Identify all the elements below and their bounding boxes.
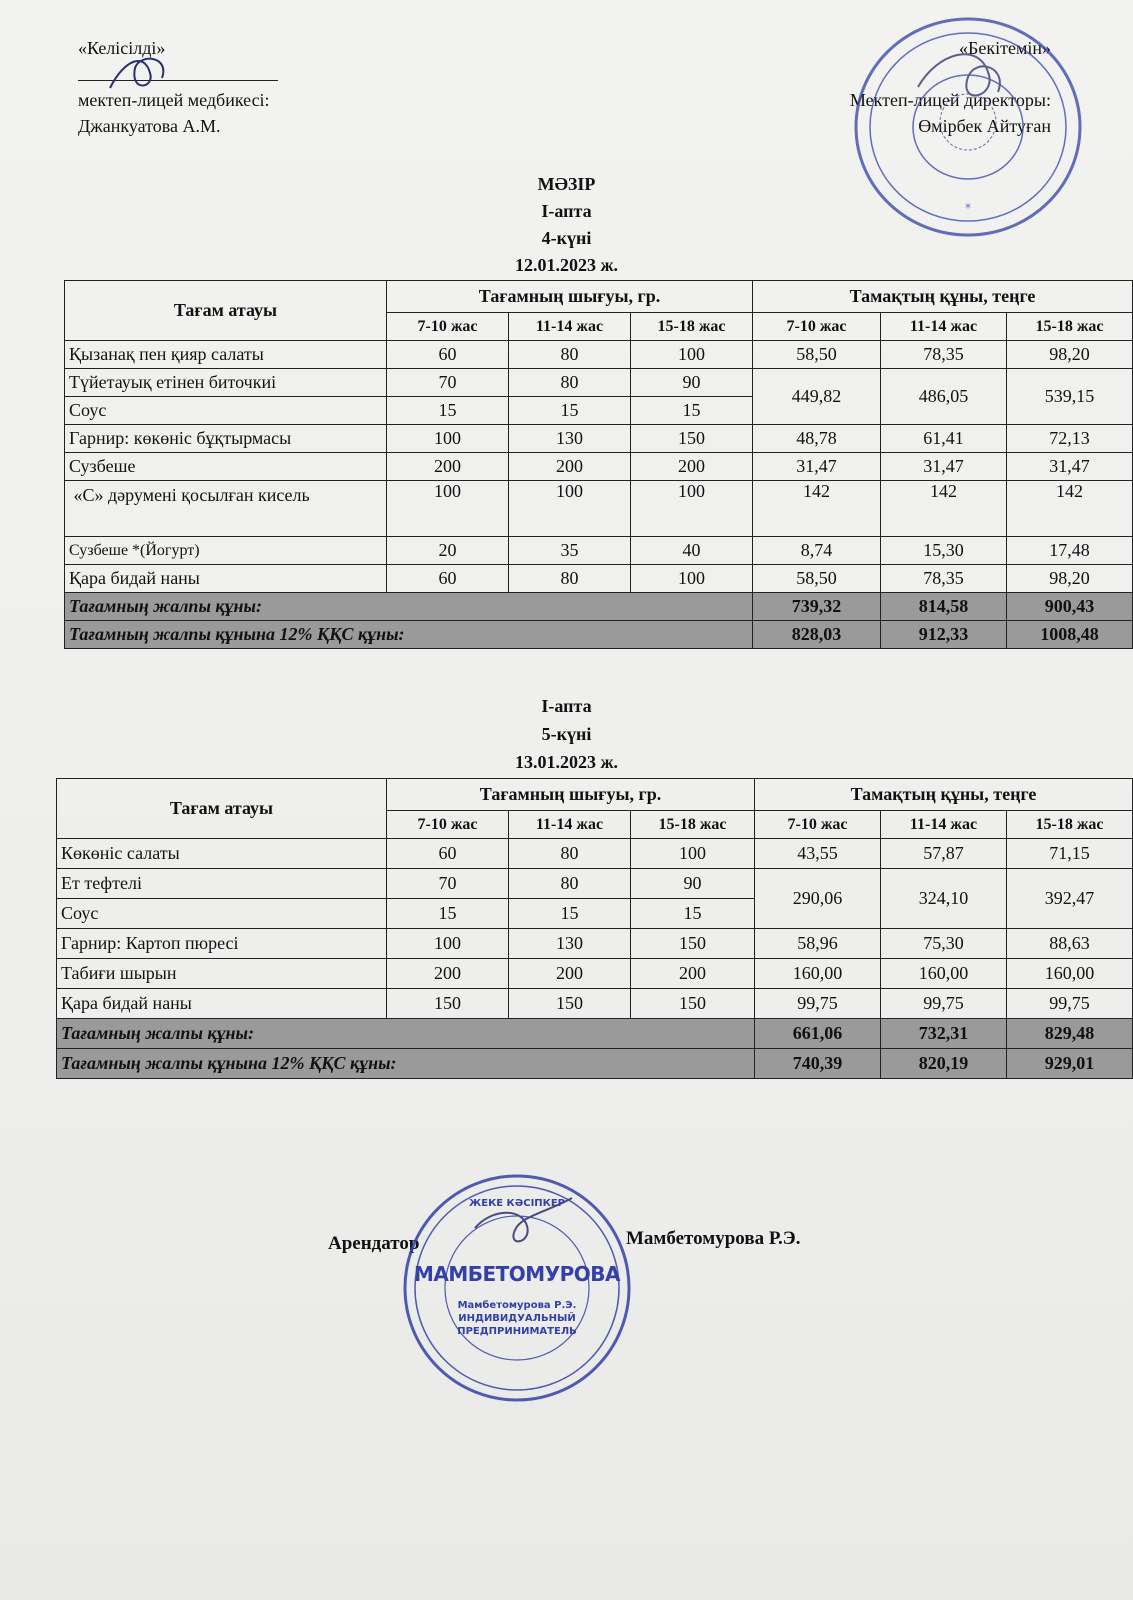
age-header: 15-18 жас bbox=[1007, 313, 1133, 341]
yield-cell: 15 bbox=[509, 397, 631, 425]
yield-cell: 100 bbox=[387, 929, 509, 959]
day5-date: 13.01.2023 ж. bbox=[514, 752, 619, 772]
dish-name: Гарнир: көкөніс бұқтырмасы bbox=[65, 425, 387, 453]
stamp-line1: Мамбетомурова Р.Э. bbox=[457, 1300, 577, 1311]
dish-name: Қара бидай наны bbox=[65, 565, 387, 593]
dish-name: Сузбеше bbox=[65, 453, 387, 481]
col-name-header: Тағам атауы bbox=[57, 779, 387, 839]
dish-name: Табиғи шырын bbox=[57, 959, 387, 989]
table-row bbox=[57, 839, 1133, 869]
day4-week: I-апта bbox=[541, 201, 592, 221]
day5-day: 5-күні bbox=[541, 724, 592, 744]
director-name: Өмірбек Айтуған bbox=[918, 116, 1051, 136]
cost-cell: 99,75 bbox=[1007, 989, 1133, 1019]
cost-cell: 31,47 bbox=[881, 453, 1007, 481]
cost-cell: 88,63 bbox=[1007, 929, 1133, 959]
yield-cell: 200 bbox=[631, 453, 753, 481]
vat-label: Тағамның жалпы құнына 12% ҚҚС құны: bbox=[65, 621, 753, 649]
dish-name: Соус bbox=[65, 397, 387, 425]
total-label: Тағамның жалпы құны: bbox=[57, 1019, 755, 1049]
dish-name: Көкөніс салаты bbox=[57, 839, 387, 869]
yield-cell: 80 bbox=[509, 869, 631, 899]
vat-row bbox=[57, 1049, 1133, 1079]
dish-name: Қара бидай наны bbox=[57, 989, 387, 1019]
cost-cell: 58,96 bbox=[755, 929, 881, 959]
yield-cell: 35 bbox=[509, 537, 631, 565]
yield-cell: 200 bbox=[387, 453, 509, 481]
lessee-role: Арендатор bbox=[328, 1233, 420, 1254]
cost-cell: 160,00 bbox=[881, 959, 1007, 989]
vat-row bbox=[65, 621, 1133, 649]
yield-cell: 150 bbox=[631, 929, 755, 959]
cost-cell: 142 bbox=[1007, 481, 1133, 537]
col-name-header: Тағам атауы bbox=[65, 281, 387, 341]
total-cell: 732,31 bbox=[881, 1019, 1007, 1049]
age-header: 7-10 жас bbox=[387, 313, 509, 341]
col-yield-header: Тағамның шығуы, гр. bbox=[387, 281, 753, 313]
cost-cell: 58,50 bbox=[753, 565, 881, 593]
cost-cell: 71,15 bbox=[1007, 839, 1133, 869]
age-header: 7-10 жас bbox=[755, 811, 881, 839]
age-header: 11-14 жас bbox=[881, 313, 1007, 341]
yield-cell: 150 bbox=[631, 989, 755, 1019]
dish-name: Ет тефтелі bbox=[57, 869, 387, 899]
cost-cell-merged: 486,05 bbox=[881, 369, 1007, 425]
age-header: 15-18 жас bbox=[631, 811, 755, 839]
cost-cell-merged: 449,82 bbox=[753, 369, 881, 425]
yield-cell: 70 bbox=[387, 869, 509, 899]
yield-cell: 15 bbox=[631, 899, 755, 929]
cost-cell: 99,75 bbox=[881, 989, 1007, 1019]
yield-cell: 80 bbox=[509, 565, 631, 593]
col-cost-header: Тамақтың құны, теңге bbox=[755, 779, 1133, 811]
vat-label: Тағамның жалпы құнына 12% ҚҚС құны: bbox=[57, 1049, 755, 1079]
yield-cell: 15 bbox=[387, 397, 509, 425]
cost-cell: 17,48 bbox=[1007, 537, 1133, 565]
table-row bbox=[65, 341, 1133, 369]
yield-cell: 150 bbox=[631, 425, 753, 453]
cost-cell: 75,30 bbox=[881, 929, 1007, 959]
nurse-name: Джанкуатова А.М. bbox=[78, 116, 221, 136]
stamp-line2: ИНДИВИДУАЛЬНЫЙ bbox=[458, 1313, 576, 1324]
vat-cell: 828,03 bbox=[753, 621, 881, 649]
day4-day: 4-күні bbox=[541, 228, 592, 248]
total-cell: 739,32 bbox=[753, 593, 881, 621]
age-header: 11-14 жас bbox=[509, 313, 631, 341]
yield-cell: 15 bbox=[387, 899, 509, 929]
table-row bbox=[65, 453, 1133, 481]
cost-cell: 78,35 bbox=[881, 565, 1007, 593]
cost-cell: 160,00 bbox=[755, 959, 881, 989]
cost-cell: 142 bbox=[881, 481, 1007, 537]
cost-cell: 72,13 bbox=[1007, 425, 1133, 453]
yield-cell: 90 bbox=[631, 869, 755, 899]
total-cell: 900,43 bbox=[1007, 593, 1133, 621]
confirm-label: «Бекітемін» bbox=[959, 38, 1051, 58]
yield-cell: 100 bbox=[387, 425, 509, 453]
age-header: 15-18 жас bbox=[631, 313, 753, 341]
nurse-position: мектеп-лицей медбикесі: bbox=[78, 90, 270, 110]
dish-name: Түйетауық етінен биточкиі bbox=[65, 369, 387, 397]
table-row bbox=[57, 929, 1133, 959]
yield-cell: 60 bbox=[387, 565, 509, 593]
cost-cell: 142 bbox=[753, 481, 881, 537]
yield-cell: 130 bbox=[509, 425, 631, 453]
age-header: 11-14 жас bbox=[881, 811, 1007, 839]
yield-cell: 40 bbox=[631, 537, 753, 565]
age-header: 7-10 жас bbox=[753, 313, 881, 341]
dish-name: Қызанақ пен қияр салаты bbox=[65, 341, 387, 369]
cost-cell: 43,55 bbox=[755, 839, 881, 869]
yield-cell: 200 bbox=[387, 959, 509, 989]
vat-cell: 1008,48 bbox=[1007, 621, 1133, 649]
vat-cell: 740,39 bbox=[755, 1049, 881, 1079]
stamp-top-text: ЖЕКЕ КӘСІПКЕР bbox=[469, 1198, 565, 1209]
total-cell: 829,48 bbox=[1007, 1019, 1133, 1049]
dish-name: Сузбеше *(Йогурт) bbox=[65, 537, 387, 565]
total-row bbox=[57, 1019, 1133, 1049]
cost-cell: 78,35 bbox=[881, 341, 1007, 369]
day5-week: I-апта bbox=[541, 696, 592, 716]
yield-cell: 60 bbox=[387, 839, 509, 869]
cost-cell: 31,47 bbox=[1007, 453, 1133, 481]
yield-cell: 70 bbox=[387, 369, 509, 397]
col-yield-header: Тағамның шығуы, гр. bbox=[387, 779, 755, 811]
menu-table-day4 bbox=[64, 280, 1133, 649]
yield-cell: 15 bbox=[509, 899, 631, 929]
cost-cell: 61,41 bbox=[881, 425, 1007, 453]
yield-cell: 100 bbox=[387, 481, 509, 537]
yield-cell: 100 bbox=[631, 565, 753, 593]
lessee-name: Мамбетомурова Р.Э. bbox=[626, 1228, 801, 1249]
cost-cell: 99,75 bbox=[755, 989, 881, 1019]
yield-cell: 200 bbox=[509, 453, 631, 481]
cost-cell: 98,20 bbox=[1007, 341, 1133, 369]
cost-cell: 48,78 bbox=[753, 425, 881, 453]
cost-cell: 8,74 bbox=[753, 537, 881, 565]
yield-cell: 80 bbox=[509, 369, 631, 397]
table-row bbox=[65, 425, 1133, 453]
cost-cell-merged: 290,06 bbox=[755, 869, 881, 929]
yield-cell: 130 bbox=[509, 929, 631, 959]
cost-cell-merged: 392,47 bbox=[1007, 869, 1133, 929]
yield-cell: 100 bbox=[509, 481, 631, 537]
total-label: Тағамның жалпы құны: bbox=[65, 593, 753, 621]
yield-cell: 100 bbox=[631, 481, 753, 537]
yield-cell: 100 bbox=[631, 341, 753, 369]
table-row bbox=[57, 989, 1133, 1019]
yield-cell: 20 bbox=[387, 537, 509, 565]
table-row bbox=[57, 869, 1133, 899]
svg-text:*: * bbox=[965, 201, 971, 215]
col-cost-header: Тамақтың құны, теңге bbox=[753, 281, 1133, 313]
yield-cell: 200 bbox=[509, 959, 631, 989]
stamp-center-text: МАМБЕТОМУРОВА bbox=[413, 1262, 621, 1286]
yield-cell: 80 bbox=[509, 839, 631, 869]
yield-cell: 200 bbox=[631, 959, 755, 989]
dish-name: Соус bbox=[57, 899, 387, 929]
total-cell: 814,58 bbox=[881, 593, 1007, 621]
table-row bbox=[65, 369, 1133, 397]
yield-cell: 15 bbox=[631, 397, 753, 425]
cost-cell: 98,20 bbox=[1007, 565, 1133, 593]
total-row bbox=[65, 593, 1133, 621]
total-cell: 661,06 bbox=[755, 1019, 881, 1049]
age-header: 11-14 жас bbox=[509, 811, 631, 839]
table-row bbox=[57, 959, 1133, 989]
table-row bbox=[65, 537, 1133, 565]
cost-cell-merged: 539,15 bbox=[1007, 369, 1133, 425]
table-row bbox=[65, 481, 1133, 537]
cost-cell: 15,30 bbox=[881, 537, 1007, 565]
age-header: 7-10 жас bbox=[387, 811, 509, 839]
yield-cell: 100 bbox=[631, 839, 755, 869]
stamp-line3: ПРЕДПРИНИМАТЕЛЬ bbox=[457, 1326, 577, 1337]
cost-cell: 57,87 bbox=[881, 839, 1007, 869]
cost-cell-merged: 324,10 bbox=[881, 869, 1007, 929]
table-row bbox=[65, 565, 1133, 593]
vat-cell: 820,19 bbox=[881, 1049, 1007, 1079]
yield-cell: 150 bbox=[509, 989, 631, 1019]
yield-cell: 80 bbox=[509, 341, 631, 369]
age-header: 15-18 жас bbox=[1007, 811, 1133, 839]
menu-title: МӘЗІР bbox=[537, 174, 596, 194]
dish-name: Гарнир: Картоп пюресі bbox=[57, 929, 387, 959]
approved-label: «Келісілді» bbox=[78, 38, 166, 58]
vat-cell: 912,33 bbox=[881, 621, 1007, 649]
dish-name: «С» дәрумені қосылған кисель bbox=[65, 481, 387, 537]
cost-cell: 58,50 bbox=[753, 341, 881, 369]
cost-cell: 31,47 bbox=[753, 453, 881, 481]
director-position: Мектеп-лицей директоры: bbox=[849, 90, 1051, 110]
yield-cell: 60 bbox=[387, 341, 509, 369]
yield-cell: 90 bbox=[631, 369, 753, 397]
yield-cell: 150 bbox=[387, 989, 509, 1019]
menu-table-day5 bbox=[56, 778, 1133, 1079]
vat-cell: 929,01 bbox=[1007, 1049, 1133, 1079]
cost-cell: 160,00 bbox=[1007, 959, 1133, 989]
day4-date: 12.01.2023 ж. bbox=[514, 255, 619, 275]
